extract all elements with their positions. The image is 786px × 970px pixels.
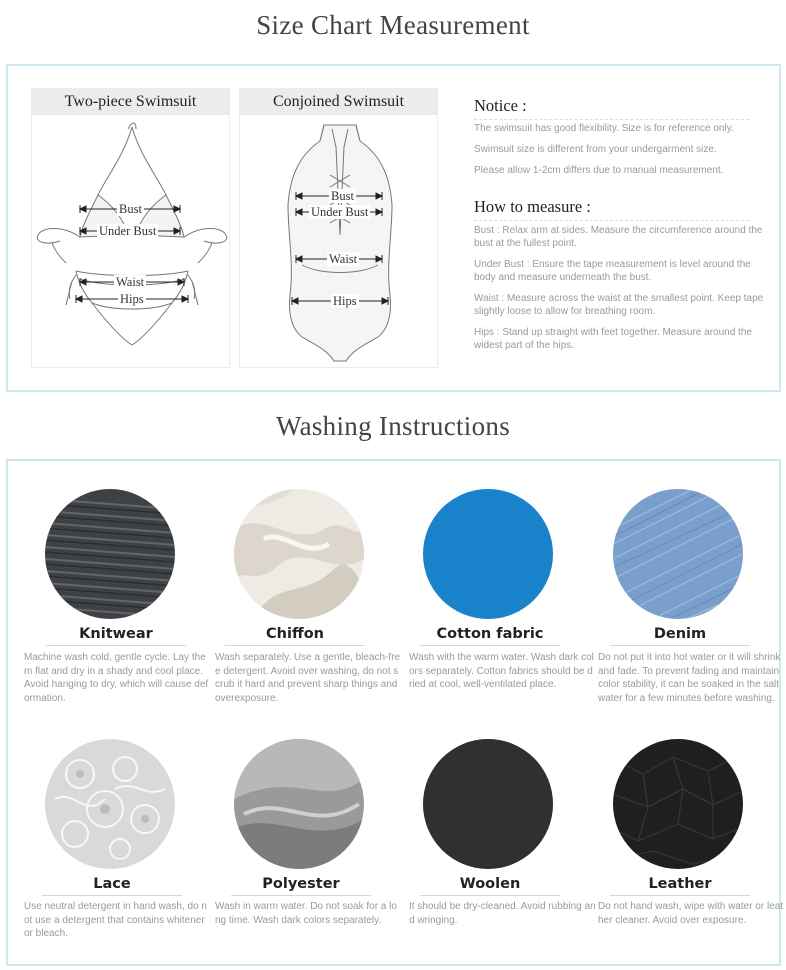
denim-swatch [613,489,743,619]
notice-item: The swimsuit has good flexibility. Size is for reference only. [474,123,734,134]
two-piece-waist-label: Waist [116,275,145,289]
chiffon-title: Chiffon [225,626,365,646]
notice-list [474,122,764,185]
how-to-item-hips: Hips : Stand up straight with feet together. Measure around the widest part of the hips. [474,327,752,351]
conjoined-bust-label: Bust [331,189,354,203]
notice-heading: Notice : [474,96,749,120]
conjoined-hips-label: Hips [333,294,357,308]
leather-description: Do not hand wash, wipe with water or leather cleaner. Avoid over exposure. [598,901,784,926]
cotton-fabric-title: Cotton fabric [420,626,560,646]
notice-item: Swimsuit size is different from your undergarment size. [474,144,717,155]
conjoined-waist-label: Waist [329,252,358,266]
conjoined-swimsuit-illustration [240,115,439,369]
notice-item: Please allow 1-2cm differs due to manual measurement. [474,165,724,176]
two-piece-swimsuit-illustration [32,115,231,369]
cotton-fabric-description: Wash with the warm water. Wash dark colors separately. Cotton fabrics should be dried at cool, well-ventilated place. [409,652,594,690]
two-piece-swimsuit-heading: Two-piece Swimsuit [32,89,229,115]
conjoined-swimsuit-card [239,88,438,368]
conjoined-under-bust-label: Under Bust [311,205,369,219]
lace-swatch [45,739,175,869]
polyester-swatch [234,739,364,869]
how-to-item-waist: Waist : Measure across the waist at the smallest point. Keep tape slightly loose to allow for breathing room. [474,293,764,317]
two-piece-bust-label: Bust [119,202,142,216]
washing-instructions-title: Washing Instructions [275,411,511,441]
polyester-title: Polyester [231,876,371,896]
woolen-description: It should be dry-cleaned. Avoid rubbing and wringing. [409,901,596,926]
knitwear-swatch [45,489,175,619]
knitwear-description: Machine wash cold, gentle cycle. Lay them flat and dry in a shady and cool place. Avoid hanging to dry, which will cause deformation. [24,652,209,704]
woolen-title: Woolen [420,876,560,896]
polyester-description: Wash in warm water. Do not soak for a long time. Wash dark colors separately. [215,901,397,926]
lace-title: Lace [42,876,182,896]
how-to-item-bust: Bust : Relax arm at sides. Measure the circumference around the bust at the fullest point. [474,225,763,249]
chiffon-swatch [234,489,364,619]
two-piece-hips-label: Hips [120,292,144,306]
conjoined-swimsuit-heading: Conjoined Swimsuit [240,89,437,115]
how-to-item-under-bust: Under Bust : Ensure the tape measurement is level around the body and measure underneath the bust. [474,259,751,283]
leather-title: Leather [610,876,750,896]
two-piece-under-bust-label: Under Bust [99,224,157,238]
woolen-swatch [423,739,553,869]
how-to-measure-heading: How to measure : [474,197,749,221]
cotton-fabric-swatch [423,489,553,619]
leather-swatch [613,739,743,869]
denim-title: Denim [610,626,750,646]
how-to-measure-list [474,224,764,360]
chiffon-description: Wash separately. Use a gentle, bleach-free detergent. Avoid over washing, do not scrub it hard and prevent sharp things and overexposure. [215,652,401,704]
knitwear-title: Knitwear [46,626,186,646]
denim-description: Do not put it into hot water or it will shrink and fade. To prevent fading and maintain color stability, it can be soaked in the salt water for a few minutes before washing. [598,652,781,704]
size-chart-title: Size Chart Measurement [256,10,530,40]
two-piece-swimsuit-card [31,88,230,368]
lace-description: Use neutral detergent in hand wash, do not use a detergent that contains whitener or bleach. [24,901,207,939]
